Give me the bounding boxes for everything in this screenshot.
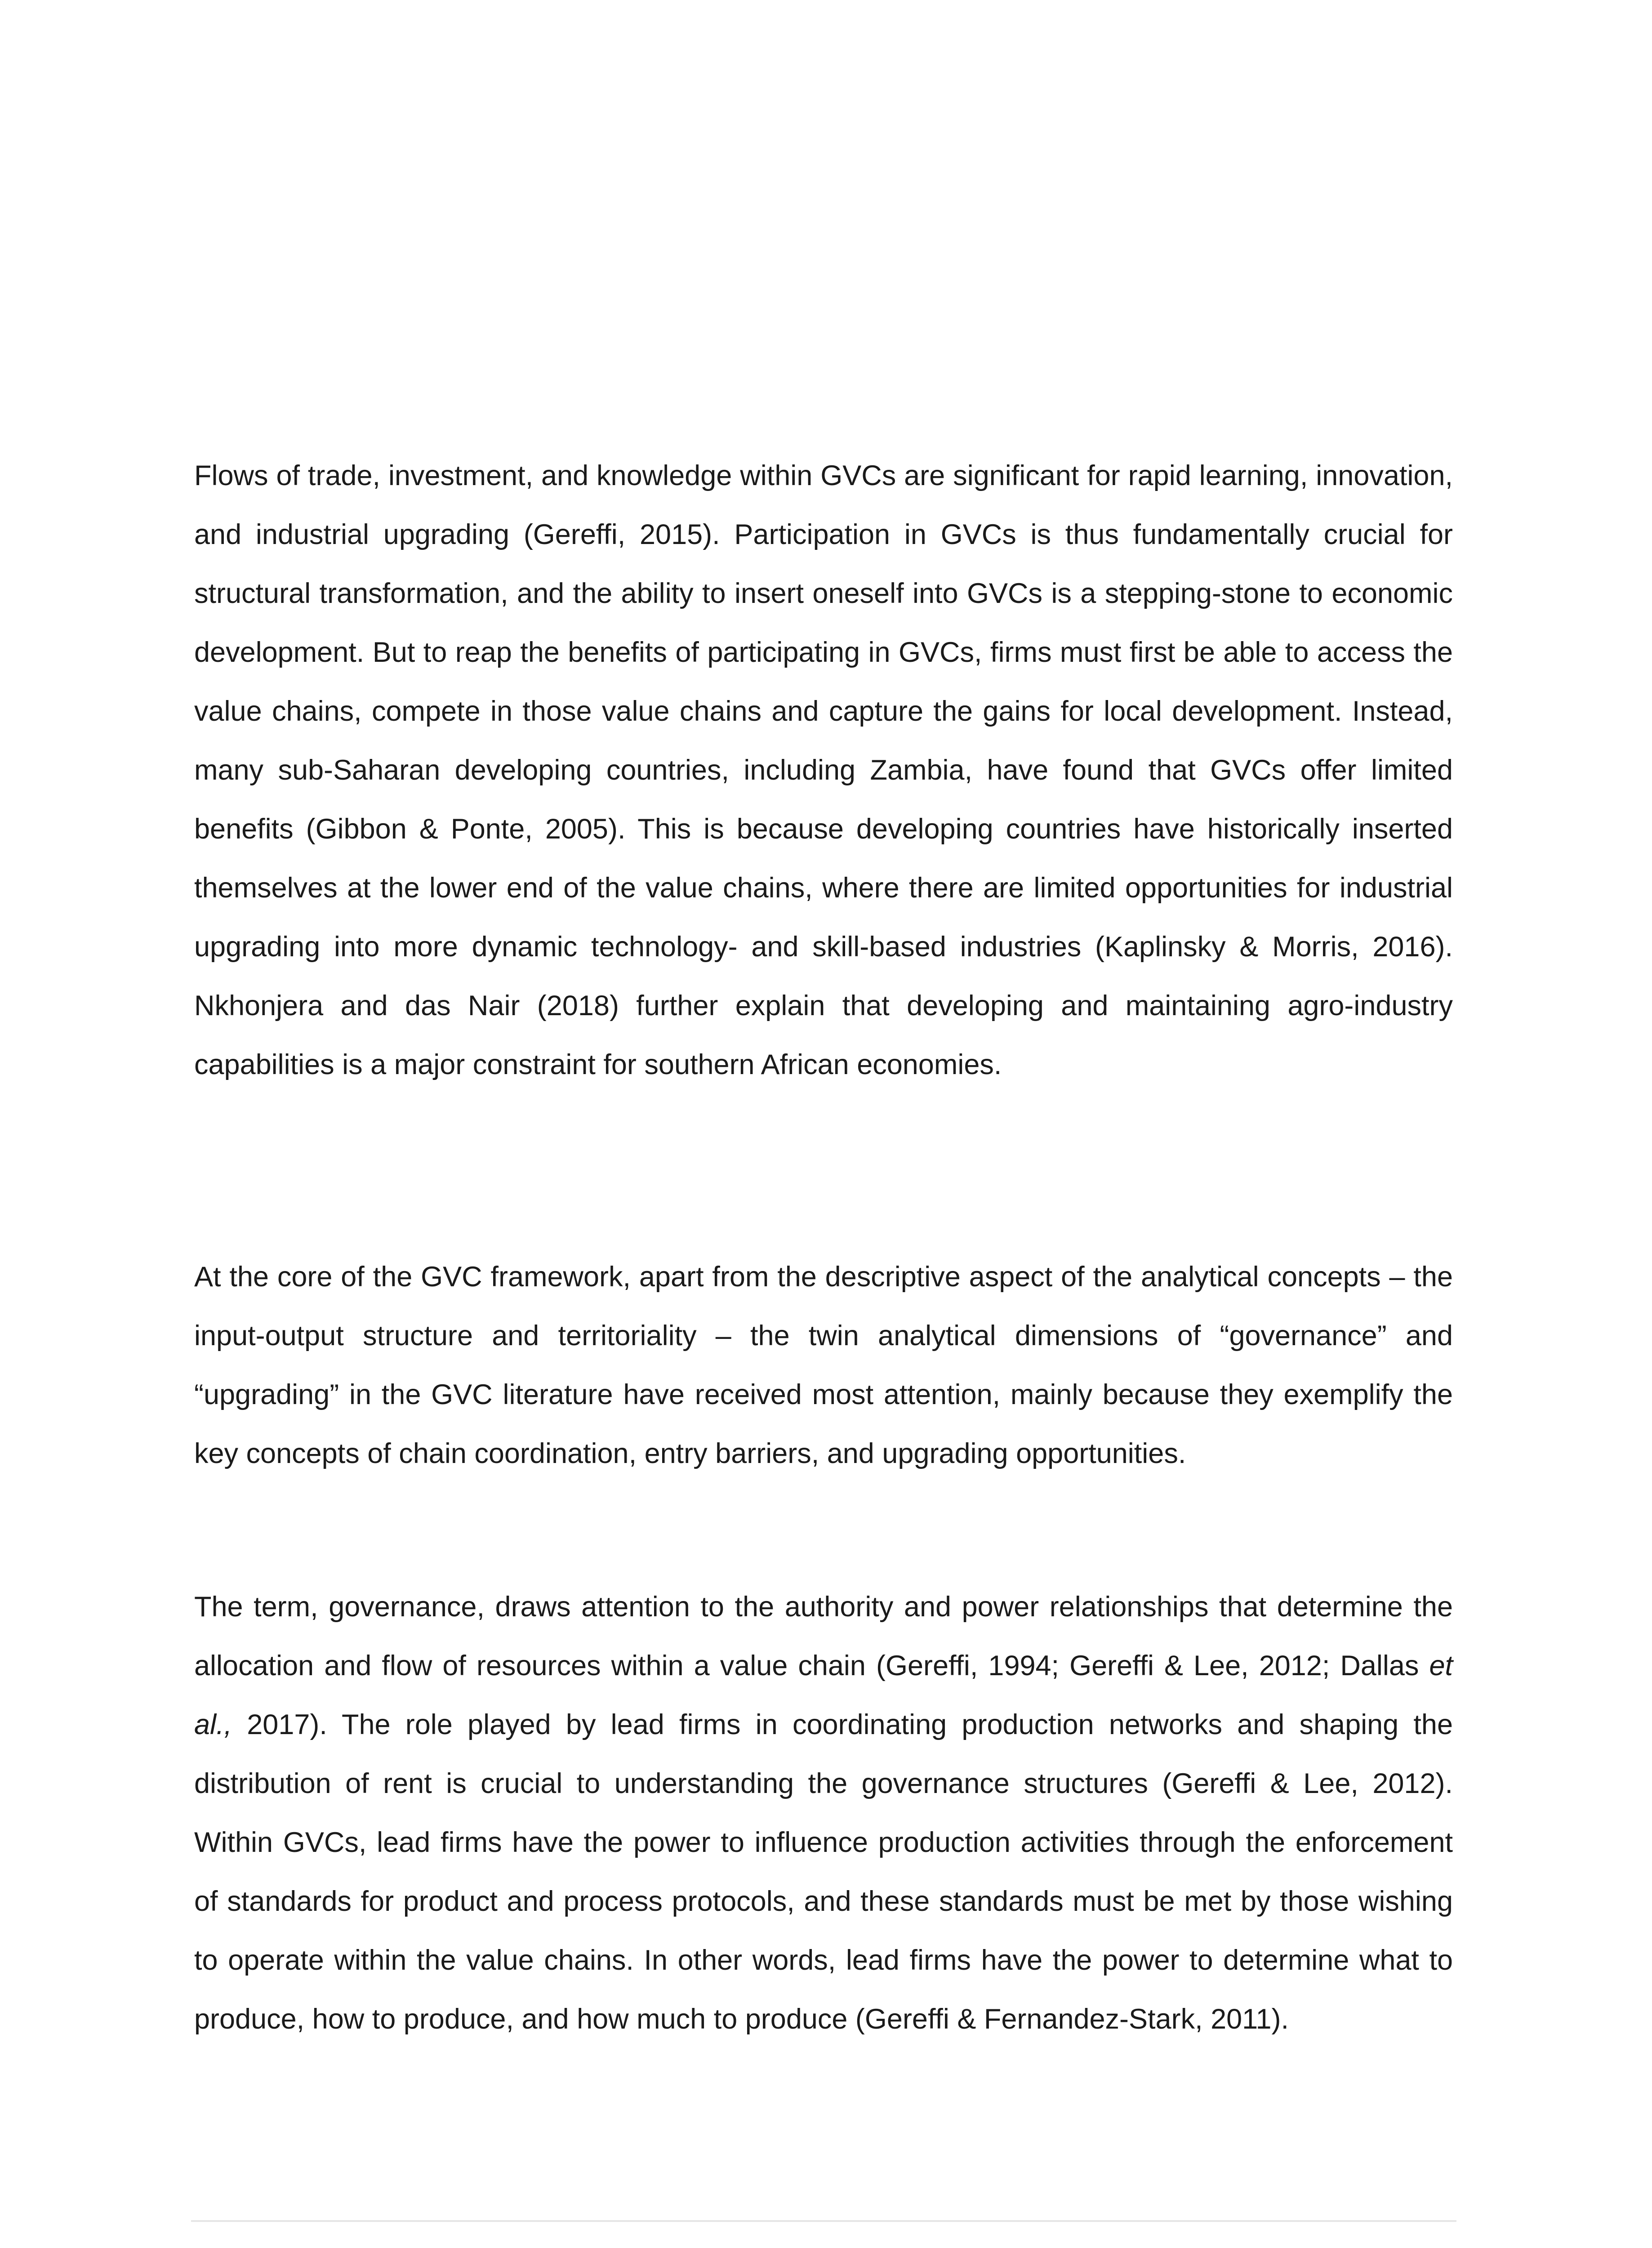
paragraph-gvc-framework: At the core of the GVC framework, apart from the descriptive aspect of the analytical concepts – the input-output structure and territoriality – the twin analytical dimensions of “governance” and “upgrading” in the GVC literature have received most attention, mainly because they exemplify the key concepts of chain coordination, entry barriers, and upgrading opportunities.	[194, 1261, 1453, 1469]
footer-divider	[191, 2220, 1456, 2222]
paragraph-governance-text-after: 2017). The role played by lead firms in coordinating production networks and shaping the distribution of rent is crucial to understanding the governance structures (Gereffi & Lee, 2012). Within GVCs, lead firms have the power to influence production activities through the enforcement of standards for product and process protocols, and these standards must be met by those wishing to operate within the value chains. In other words, lead firms have the power to determine what to produce, how to produce, and how much to produce (Gereffi & Fernandez-Stark, 2011).	[194, 1709, 1453, 2035]
paragraph-governance-italic: et al.,	[194, 1650, 1453, 1740]
paragraph-gvc-participation: Flows of trade, investment, and knowledge within GVCs are significant for rapid learning, innovation, and industrial upgrading (Gereffi, 2015). Participation in GVCs is thus fundamentally crucial for structural transformation, and the ability to insert oneself into GVCs is a stepping-stone to economic development. But to reap the benefits of participating in GVCs, firms must first be able to access the value chains, compete in those value chains and capture the gains for local development. Instead, many sub-Saharan developing countries, including Zambia, have found that GVCs offer limited benefits (Gibbon & Ponte, 2005). This is because developing countries have historically inserted themselves at the lower end of the value chains, where there are limited opportunities for industrial upgrading into more dynamic technology- and skill-based industries (Kaplinsky & Morris, 2016). Nkhonjera and das Nair (2018) further explain that developing and maintaining agro-industry capabilities is a major constraint for southern African economies.	[194, 460, 1453, 1080]
paragraph-governance-text-before: The term, governance, draws attention to the authority and power relationships that determine the allocation and flow of resources within a value chain (Gereffi, 1994; Gereffi & Lee, 2012; Dallas	[194, 1591, 1453, 1682]
paragraph-governance	[194, 1578, 1453, 2049]
